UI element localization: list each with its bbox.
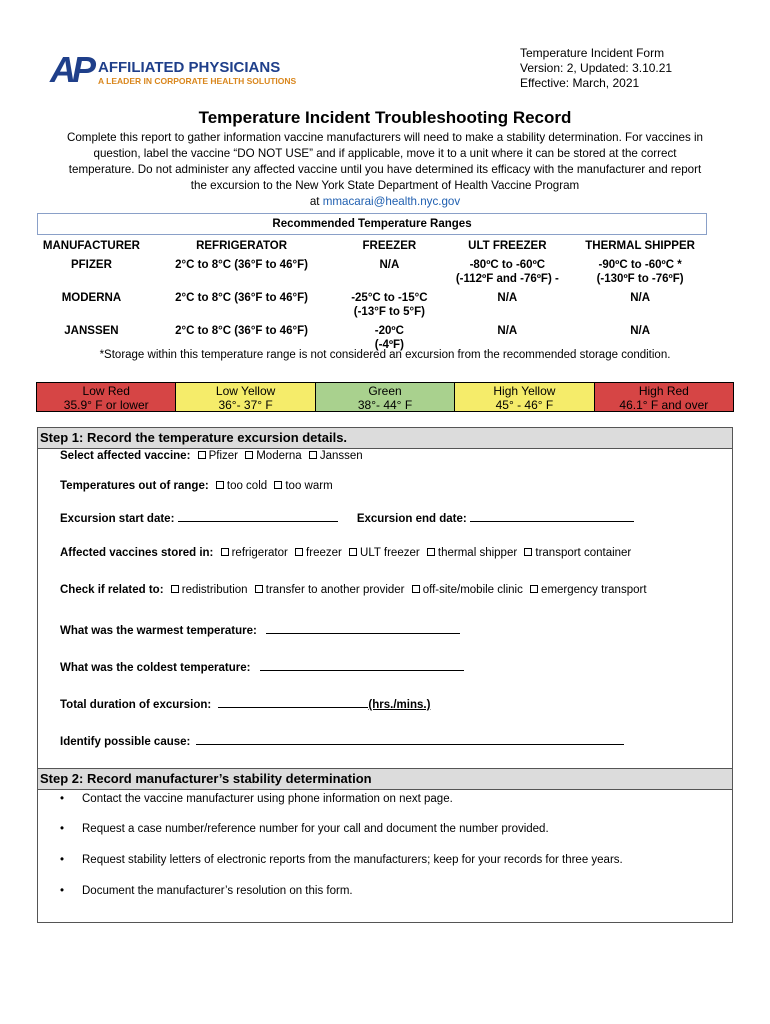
option-label: Pfizer — [208, 450, 239, 462]
field-label: Select affected vaccine: — [60, 450, 191, 462]
cell-thermal-shipper: N/A — [630, 292, 650, 304]
option-label: freezer — [306, 547, 342, 559]
checkbox-moderna[interactable] — [245, 451, 253, 459]
cell-ult-freezer: N/A — [497, 292, 518, 304]
table-caption: Recommended Temperature Ranges — [38, 214, 707, 235]
cause-row — [60, 733, 624, 748]
cell-refrigerator: 2°C to 8°C (36°F to 46°F) — [175, 292, 308, 304]
checkbox-emergency-transport[interactable] — [530, 585, 538, 593]
step1-section — [37, 427, 733, 769]
storage-note: *Storage within this temperature range is not considered an excursion from the recommended storage condition. — [99, 349, 671, 361]
checkbox-transfer[interactable] — [255, 585, 263, 593]
option-label: refrigerator — [231, 547, 288, 559]
cell-line: (-130ºF to -76ºF) — [596, 273, 684, 285]
option-label: transport container — [535, 547, 632, 559]
table-row — [38, 256, 707, 289]
option-label: Janssen — [319, 450, 363, 462]
form-effective: Effective: March, 2021 — [520, 76, 640, 90]
cell-ult-freezer — [441, 256, 574, 289]
field-label: Temperatures out of range: — [60, 480, 209, 492]
band-label: Low Red — [82, 384, 130, 398]
checkbox-offsite-clinic[interactable] — [412, 585, 420, 593]
checkbox-redistribution[interactable] — [171, 585, 179, 593]
intro-at: at — [309, 195, 320, 208]
bullet-icon: • — [60, 793, 65, 805]
band-high-yellow — [455, 382, 594, 412]
list-item — [60, 885, 353, 897]
temperature-ranges-table — [37, 213, 707, 355]
band-range: 45° - 46° F — [495, 398, 554, 412]
cell-thermal-shipper: N/A — [630, 325, 650, 337]
band-label: Low Yellow — [215, 384, 276, 398]
duration-units: (hrs./mins.) — [368, 699, 431, 711]
cell-refrigerator: 2°C to 8°C (36°F to 46°F) — [175, 325, 308, 337]
header-thermal-shipper: THERMAL SHIPPER — [585, 239, 695, 252]
contact-email-link[interactable]: mmacarai@health.nyc.gov — [322, 195, 461, 208]
cell-manufacturer: PFIZER — [70, 259, 112, 271]
list-item — [60, 823, 549, 835]
band-range: 38°- 44° F — [357, 398, 413, 412]
duration-row — [60, 696, 430, 711]
cell-line: (-13°F to 5°F) — [353, 306, 425, 318]
bullet-text: Request stability letters of electronic reports from the manufacturers; keep for your records for three years. — [82, 854, 623, 866]
band-range: 46.1° F and over — [619, 398, 709, 412]
band-label: High Yellow — [493, 384, 556, 398]
cell-line: -80ºC to -60ºC — [469, 259, 546, 271]
form-meta — [520, 46, 672, 91]
band-label: High Red — [638, 384, 689, 398]
cell-line: (-112ºF and -76ºF) - — [455, 273, 559, 285]
option-label: too warm — [285, 480, 333, 492]
logo-initials: AP — [50, 49, 93, 90]
band-low-red — [36, 382, 176, 412]
warmest-temp-row — [60, 622, 460, 637]
logo-name: AFFILIATED PHYSICIANS — [98, 59, 281, 76]
bullet-icon: • — [60, 854, 65, 866]
temperature-color-bar — [36, 382, 734, 412]
coldest-temp-row — [60, 659, 464, 674]
option-label: emergency transport — [541, 584, 647, 596]
option-label: redistribution — [181, 584, 248, 596]
band-green — [316, 382, 455, 412]
option-label: transfer to another provider — [265, 584, 405, 596]
duration-field[interactable] — [218, 696, 368, 708]
checkbox-refrigerator[interactable] — [221, 548, 229, 556]
cell-thermal-shipper — [574, 256, 707, 289]
bullet-icon: • — [60, 823, 65, 835]
field-label: What was the warmest temperature: — [60, 625, 257, 637]
step2-section — [37, 768, 733, 923]
cell-freezer — [338, 289, 441, 322]
field-label: Check if related to: — [60, 584, 164, 596]
list-item — [60, 793, 453, 805]
cell-manufacturer: JANSSEN — [64, 325, 119, 337]
checkbox-janssen[interactable] — [309, 451, 317, 459]
option-label: off-site/mobile clinic — [422, 584, 523, 596]
header-manufacturer: MANUFACTURER — [42, 239, 140, 252]
excursion-dates-row — [60, 510, 634, 525]
cell-line: -90ºC to -60ºC * — [598, 259, 682, 271]
bullet-icon: • — [60, 885, 65, 897]
end-date-field[interactable] — [470, 510, 634, 522]
cell-freezer: N/A — [379, 259, 400, 271]
header-freezer: FREEZER — [362, 239, 417, 252]
vaccine-select-row — [60, 450, 363, 462]
option-label: too cold — [226, 480, 268, 492]
option-label: Moderna — [256, 450, 302, 462]
checkbox-transport-container[interactable] — [524, 548, 532, 556]
option-label: ULT freezer — [360, 547, 420, 559]
band-range: 36°- 37° F — [218, 398, 273, 412]
header-ult-freezer: ULT FREEZER — [468, 239, 547, 252]
cell-line: -25°C to -15°C — [351, 292, 428, 304]
form-name: Temperature Incident Form — [520, 46, 665, 60]
intro-paragraph — [60, 130, 710, 210]
cell-refrigerator: 2°C to 8°C (36°F to 46°F) — [175, 259, 308, 271]
warmest-temp-field[interactable] — [266, 622, 460, 634]
bullet-text: Document the manufacturer’s resolution on this form. — [82, 885, 353, 897]
checkbox-ult-freezer[interactable] — [349, 548, 357, 556]
checkbox-pfizer[interactable] — [198, 451, 206, 459]
related-to-row — [60, 584, 647, 596]
band-high-red — [595, 382, 734, 412]
cell-line: (-4ºF) — [374, 339, 404, 351]
coldest-temp-field[interactable] — [260, 659, 464, 671]
option-label: thermal shipper — [437, 547, 518, 559]
table-row — [38, 289, 707, 322]
step1-heading: Step 1: Record the temperature excursion details. — [38, 428, 732, 449]
logo-tagline: A LEADER IN CORPORATE HEALTH SOLUTIONS — [98, 76, 297, 86]
field-label: Excursion end date: — [356, 513, 467, 525]
list-item — [60, 854, 623, 866]
field-label: Excursion start date: — [60, 513, 175, 525]
field-label: Identify possible cause: — [60, 736, 191, 748]
company-logo — [50, 50, 300, 92]
step2-heading: Step 2: Record manufacturer’s stability determination — [38, 769, 732, 790]
form-version: Version: 2, Updated: 3.10.21 — [520, 61, 673, 75]
start-date-field[interactable] — [178, 510, 338, 522]
cause-field[interactable] — [196, 733, 624, 745]
field-label: Affected vaccines stored in: — [60, 547, 214, 559]
field-label: What was the coldest temperature: — [60, 662, 251, 674]
cell-manufacturer: MODERNA — [61, 292, 122, 304]
out-of-range-row — [60, 480, 333, 492]
page-title: Temperature Incident Troubleshooting Record — [198, 108, 572, 127]
header-refrigerator: REFRIGERATOR — [196, 239, 288, 252]
band-range: 35.9° F or lower — [63, 398, 149, 412]
intro-text: Complete this report to gather information vaccine manufacturers will need to make a stability determination. For vaccines in question, label the vaccine “DO NOT USE” and if applicable, move it to a unit where it can be stored at the correct temperature. Do not administer any affected vaccine until you have determined its efficacy with the manufacturer and report the excursion to the New York State Department of Health Vaccine Program — [66, 131, 704, 192]
cell-line: -20ºC — [374, 325, 404, 337]
band-label: Green — [368, 384, 402, 398]
bullet-text: Request a case number/reference number for your call and document the number provided. — [82, 823, 549, 835]
checkbox-too-cold[interactable] — [216, 481, 224, 489]
checkbox-too-warm[interactable] — [274, 481, 282, 489]
checkbox-thermal-shipper[interactable] — [427, 548, 435, 556]
stored-in-row — [60, 547, 631, 559]
cell-ult-freezer: N/A — [497, 325, 518, 337]
field-label: Total duration of excursion: — [60, 699, 212, 711]
checkbox-freezer[interactable] — [295, 548, 303, 556]
band-low-yellow — [176, 382, 315, 412]
table-header-row — [38, 235, 707, 257]
bullet-text: Contact the vaccine manufacturer using phone information on next page. — [82, 793, 453, 805]
